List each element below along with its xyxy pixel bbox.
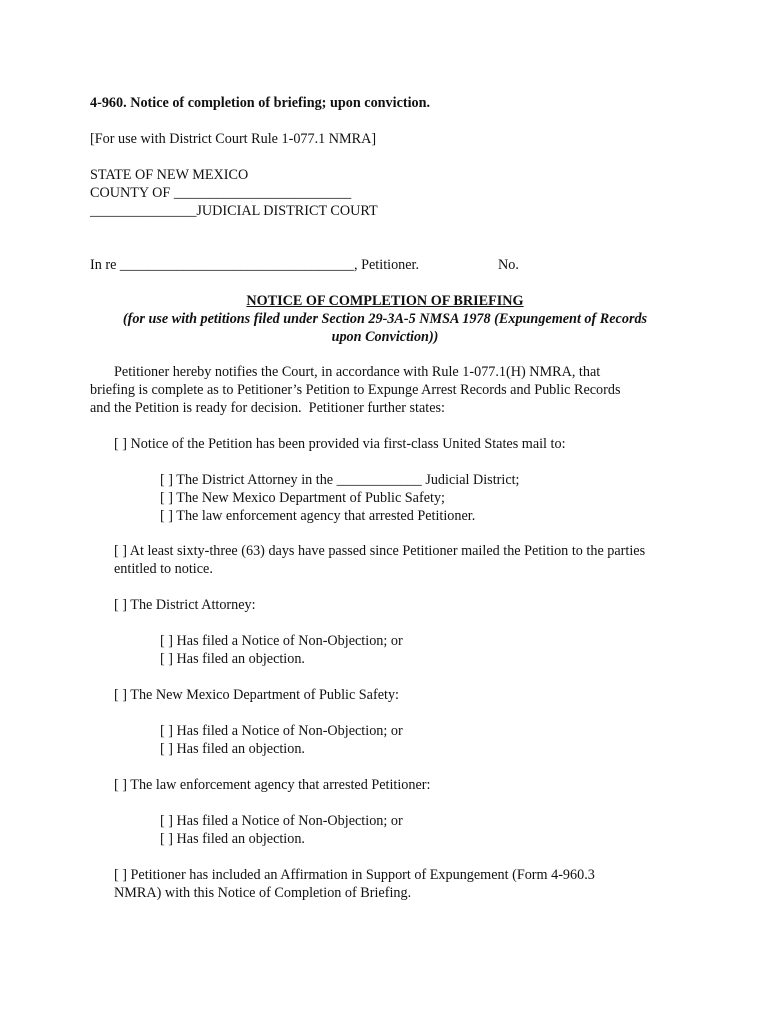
form-heading: 4-960. Notice of completion of briefing; upon conviction. [90, 95, 431, 111]
court-state: STATE OF NEW MEXICO [90, 167, 249, 183]
intro-line: Petitioner hereby notifies the Court, in accordance with Rule 1-077.1(H) NMRA, that [114, 364, 601, 380]
caption-in-re: In re _________________________________, Petitioner. [90, 257, 420, 273]
dps-subitem: [ ] Has filed a Notice of Non-Objection; or [160, 723, 403, 739]
court-district: _______________JUDICIAL DISTRICT COURT [90, 203, 378, 219]
days-checkbox-item: [ ] At least sixty-three (63) days have passed since Petitioner mailed the Petition to the parties [114, 543, 646, 559]
affirmation-checkbox-item-cont: NMRA) with this Notice of Completion of Briefing. [114, 885, 412, 901]
affirmation-checkbox-item: [ ] Petitioner has included an Affirmation in Support of Expungement (Form 4-960.3 [114, 867, 595, 883]
court-county: COUNTY OF _________________________ [90, 185, 352, 201]
rule-note: [For use with District Court Rule 1-077.1 NMRA] [90, 131, 377, 147]
da-checkbox-item: [ ] The District Attorney: [114, 597, 256, 613]
da-subitem: [ ] Has filed an objection. [160, 651, 305, 667]
document-title: NOTICE OF COMPLETION OF BRIEFING [246, 293, 524, 309]
notice-subitem: [ ] The law enforcement agency that arrested Petitioner. [160, 508, 476, 524]
lea-subitem: [ ] Has filed an objection. [160, 831, 305, 847]
document-subtitle-line1: (for use with petitions filed under Section 29-3A-5 NMSA 1978 (Expungement of Records [122, 311, 648, 327]
days-checkbox-item-cont: entitled to notice. [114, 561, 213, 577]
dps-checkbox-item: [ ] The New Mexico Department of Public Safety: [114, 687, 399, 703]
notice-checkbox-item: [ ] Notice of the Petition has been provided via first-class United States mail to: [114, 436, 566, 452]
lea-subitem: [ ] Has filed a Notice of Non-Objection; or [160, 813, 403, 829]
intro-line: and the Petition is ready for decision. Petitioner further states: [90, 400, 445, 416]
intro-line: briefing is complete as to Petitioner’s Petition to Expunge Arrest Records and Public Records [90, 382, 621, 398]
document-subtitle-line2: upon Conviction)) [331, 329, 439, 345]
caption-number: No. [498, 257, 519, 273]
lea-checkbox-item: [ ] The law enforcement agency that arrested Petitioner: [114, 777, 431, 793]
notice-subitem: [ ] The New Mexico Department of Public Safety; [160, 490, 445, 506]
da-subitem: [ ] Has filed a Notice of Non-Objection; or [160, 633, 403, 649]
notice-subitem: [ ] The District Attorney in the ____________ Judicial District; [160, 472, 520, 488]
dps-subitem: [ ] Has filed an objection. [160, 741, 305, 757]
